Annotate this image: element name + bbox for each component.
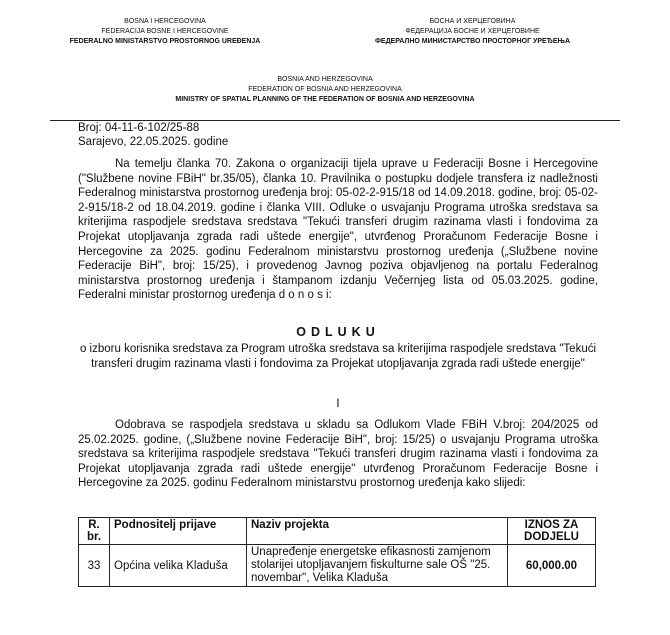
cell-amount: 60,000.00 [508,545,596,587]
allocation-table [78,517,596,587]
col-header-applicant: Podnositelj prijave [110,518,247,545]
letterhead-english [80,75,570,105]
cell-no: 33 [79,545,110,587]
intro-paragraph: Na temelju članka 70. Zakona o organizaciji tijela uprave u Federaciji Bosne i Hercegovine ("Službene novine FBiH" br.35/05), članka 10. Pravilnika o postupku dodjele transfera iz nadležnosti Federalnog ministarstva prostornog uređenja broj: 05-02-2-915/18 od 14.09.2018. godine, broj: 05-02-2-915/18-2 od 18.04.2019. godine i članka VIII. Odluke o usvajanju Programa utroška sredstava sa kriterijima raspodjele sredstava sredstava "Tekući transferi drugim razinama vlasti i fondovima za Projekat utopljavanja zgrada radi uštede energije", utvrđenog Proračunom Federacije Bosne i Hercegovine za 2025. godinu Federalnom ministarstvu prostornog uređenja („Službene novine Federacije BiH", broj: 15/25), i provedenog Javnog poziva objavljenog na portalu Federalnog ministarstva prostornog uređenja i štampanom izdanju Večernjeg lista od 05.03.2025. godine, Federalni ministar prostornog uređenja d o n o s i: [78,158,598,302]
cell-project: Unapređenje energetske efikasnosti zamjenom stolarijei utopljavanjem fiskulturne sale OŠ "25. novembar", Velika Kladuša [247,545,508,587]
document-reference: Broj: 04-11-6-102/25-88 [78,122,200,134]
header-divider [50,120,620,121]
table-header-row [79,518,596,545]
section-number: I [336,398,340,410]
letterhead-ministry-english: MINISTRY OF SPATIAL PLANNING OF THE FEDERATION OF BOSNIA AND HERZEGOVINA [175,96,475,103]
cell-applicant: Općina velika Kladuša [110,545,247,587]
letterhead-federation: FEDERACIJA BOSNE I HERCEGOVINE [101,28,229,35]
section-body: Odobrava se raspodjela sredstava u skladu sa Odlukom Vlade FBiH V.broj: 204/2025 od 25.02.2025. godine, („Službene novine Federacije BiH", broj: 15/25) o usvajanju Programa utroška sredstava sa kriterijima raspodjele sredstava "Tekući transferi drugim razinama vlasti i fondovima za Projekat utopljavanja zgrada radi uštede energije" utvrđenog Proračunom Federacije Bosne i Hercegovine za 2025. godinu Federalnom ministarstvu prostornog uređenja kako slijedi: [78,419,598,490]
col-header-no: R. br. [79,518,110,545]
letterhead-bosnian-latin [40,17,290,47]
letterhead-ministry: FEDERALNO MINISTARSTVO PROSTORNOG UREĐENJA [69,38,261,45]
letterhead-ministry-cyrillic: ФЕДЕРАЛНО МИНИСТАРСТВО ПРОСТОРНОГ УРЕЂЕЊА [374,38,571,45]
letterhead-federation-cyrillic: ФЕДЕРАЦИЈА БОСНЕ И ХЕРЦЕГОВИНЕ [405,28,540,35]
letterhead-federation-english: FEDERATION OF BOSNIA AND HERZEGOVINA [248,86,402,93]
letterhead-country-cyrillic: БОСНА И ХЕРЦЕГОВИНА [429,18,516,25]
letterhead-country-english: BOSNIA AND HERZEGOVINA [277,76,373,83]
table-row [79,545,596,587]
decision-subtitle: o izboru korisnika sredstava za Program utroška sredstava sa kriterijima raspodjele sredstava "Tekući transferi drugim razinama vlasti i fondovima za Projekat utopljavanja zgrada radi uštede energije" [79,343,597,370]
letterhead-country: BOSNA I HERCEGOVINA [124,18,206,25]
col-header-amount: IZNOS ZA DODJELU [508,518,596,545]
col-header-project: Naziv projekta [247,518,508,545]
document-date: Sarajevo, 22.05.2025. godine [78,136,229,148]
letterhead-cyrillic [325,17,620,47]
decision-title: ODLUKU [296,325,380,339]
